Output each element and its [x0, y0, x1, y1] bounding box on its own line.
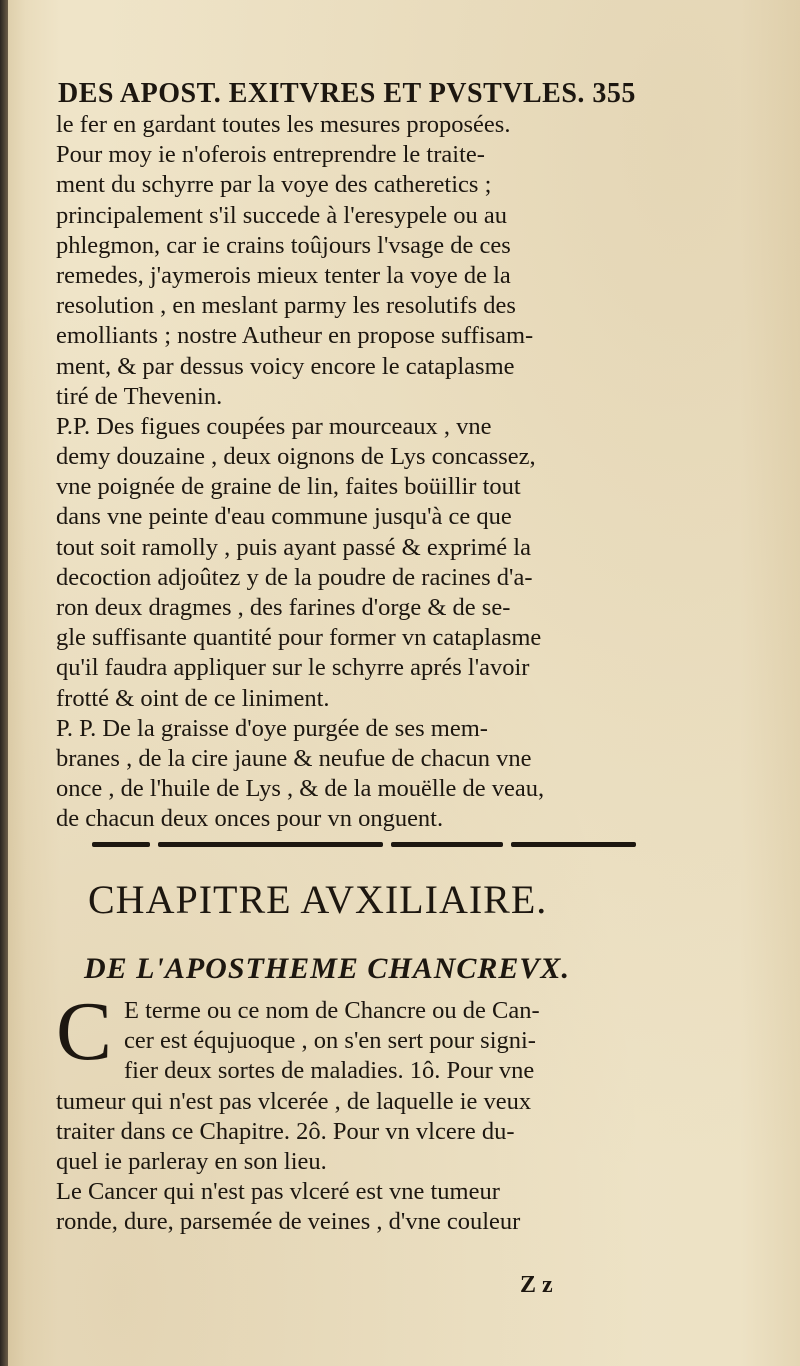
text-line: frotté & oint de ce liniment.	[56, 684, 330, 712]
catchword: Z z	[520, 1272, 553, 1298]
text-line: ron deux dragmes , des farines d'orge & de se-	[56, 594, 511, 621]
rule-segment	[158, 842, 383, 847]
text-line: ment du schyrre par la voye des catheretics ;	[56, 171, 492, 199]
text-line: Le Cancer qui n'est pas vlceré est vne tumeur	[56, 1178, 500, 1206]
text-line: E terme ou ce nom de Chancre ou de Can-	[124, 997, 540, 1024]
chapter-title: CHAPITRE AVXILIAIRE.	[88, 877, 548, 922]
running-header: DES APOST. EXITVRES ET PVSTVLES. 355	[58, 78, 636, 109]
text-line: ment, & par dessus voicy encore le cataplasme	[56, 352, 515, 380]
text-line: tout soit ramolly , puis ayant passé & exprimé la	[56, 533, 531, 561]
text-line: qu'il faudra appliquer sur le schyrre aprés l'avoir	[56, 654, 530, 682]
text-line: phlegmon, car ie crains toûjours l'vsage de ces	[56, 231, 511, 259]
text-line: Pour moy ie n'oferois entreprendre le traite-	[56, 141, 485, 169]
rule-segment	[391, 842, 503, 847]
body-text	[56, 110, 746, 835]
text-line: P. P. De la graisse d'oye purgée de ses mem-	[56, 714, 488, 742]
text-line: dans vne peinte d'eau commune jusqu'à ce que	[56, 503, 512, 531]
text-line: P.P. Des figues coupées par mourceaux , vne	[56, 412, 492, 440]
text-line: fier deux sortes de maladies. 1ô. Pour vne	[124, 1057, 535, 1085]
page-gutter	[0, 0, 8, 1366]
text-line: once , de l'huile de Lys , & de la mouëlle de veau,	[56, 775, 545, 803]
text-line: traiter dans ce Chapitre. 2ô. Pour vn vlcere du-	[56, 1117, 515, 1145]
text-line: resolution , en meslant parmy les resolutifs des	[56, 292, 516, 320]
text-line: gle suffisante quantité pour former vn cataplasme	[56, 624, 542, 652]
decorative-rule	[92, 842, 638, 847]
rule-segment	[92, 842, 150, 847]
text-line: le fer en gardant toutes les mesures proposées.	[56, 111, 511, 138]
text-line: remedes, j'aymerois mieux tenter la voye de la	[56, 261, 511, 289]
text-line: tiré de Thevenin.	[56, 382, 223, 410]
text-line: decoction adjoûtez y de la poudre de racines d'a-	[56, 563, 533, 591]
chapter-body	[56, 985, 746, 1238]
text-line: emolliants ; nostre Autheur en propose suffisam-	[56, 322, 534, 350]
chapter-subtitle: DE L'APOSTHEME CHANCREVX.	[84, 952, 570, 985]
text-line: demy douzaine , deux oignons de Lys concassez,	[56, 443, 536, 471]
text-line: tumeur qui n'est pas vlcerée , de laquelle ie veux	[56, 1087, 532, 1115]
drop-cap: C	[56, 985, 113, 1078]
rule-segment	[511, 842, 636, 847]
text-line: vne poignée de graine de lin, faites boüillir tout	[56, 473, 521, 501]
text-line: branes , de la cire jaune & neufue de chacun vne	[56, 744, 532, 772]
text-line: quel ie parleray en son lieu.	[56, 1147, 327, 1175]
text-line: de chacun deux onces pour vn onguent.	[56, 805, 444, 833]
text-line: cer est équjuoque , on s'en sert pour signi-	[124, 1027, 536, 1055]
text-line: ronde, dure, parsemée de veines , d'vne couleur	[56, 1208, 521, 1236]
text-line: principalement s'il succede à l'eresypele ou au	[56, 201, 508, 229]
